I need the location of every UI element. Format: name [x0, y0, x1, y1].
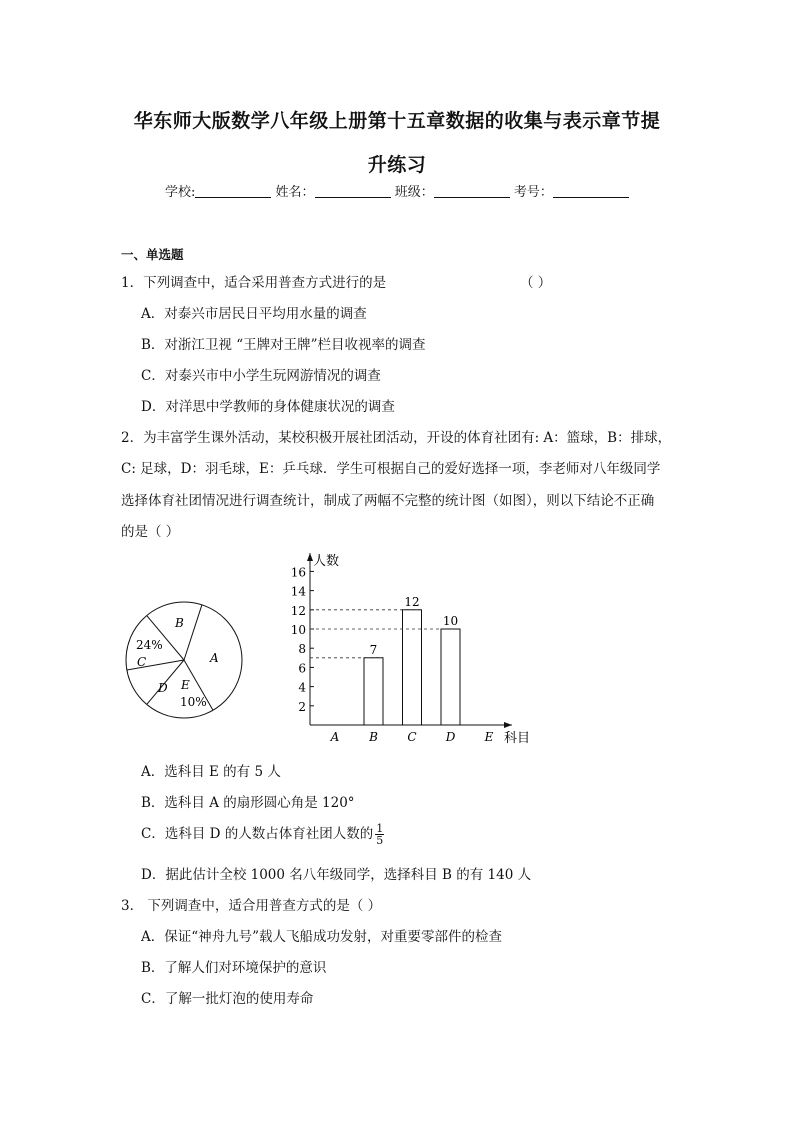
bar-c: [403, 610, 422, 725]
x-tick-label-e: E: [484, 730, 494, 744]
exam-number-field[interactable]: [553, 184, 629, 198]
page-title: 华东师大版数学八年级上册第十五章数据的收集与表示章节提: [133, 110, 661, 132]
question-2-option-b: B．选科目 A 的扇形圆心角是 120°: [141, 795, 355, 811]
pie-label-b: B: [175, 616, 184, 630]
class-label: 班级：: [394, 185, 434, 200]
divider-c-d: [127, 660, 184, 670]
question-2-stem-line-3: 选择体育社团情况进行调查统计，制成了两幅不完整的统计图（如图），则以下结论不正确: [121, 493, 655, 509]
class-field[interactable]: [434, 184, 510, 198]
question-3-option-c: C．了解一批灯泡的使用寿命: [141, 991, 314, 1007]
school-field[interactable]: [195, 184, 271, 198]
bar-value-label-b: 7: [369, 642, 378, 657]
question-1-option-b: B．对浙江卫视 “王牌对王牌”栏目收视率的调查: [141, 337, 426, 353]
question-1-answer-bracket: （ ）: [520, 275, 552, 291]
question-2-stem-line-1: 2．为丰富学生课外活动，某校积极开展社团活动，开设的体育社团有: A：篮球，B：排球，: [121, 430, 672, 446]
question-3-option-a: A．保证“神舟九号”载人飞船成功发射，对重要零部件的检查: [141, 929, 503, 945]
bar-chart: [280, 545, 540, 750]
bar-value-label-c: 12: [404, 594, 420, 609]
question-2-option-d: D．据此估计全校 1000 名八年级同学，选择科目 B 的有 140 人: [141, 867, 532, 883]
name-label: 姓名：: [275, 185, 315, 200]
divider-a-b: [184, 605, 202, 660]
question-1-option-c: C．对泰兴市中小学生玩网游情况的调查: [141, 368, 381, 384]
fraction-numerator: 1: [376, 822, 384, 835]
pie-label-e: E: [181, 678, 190, 692]
bar-d: [441, 629, 460, 725]
y-tick-label: 16: [290, 565, 306, 580]
question-1-option-a: A．对泰兴市居民日平均用水量的调查: [141, 306, 367, 322]
question-3-option-b: B．了解人们对环境保护的意识: [141, 960, 327, 976]
student-info-row: [165, 181, 629, 200]
page-title-continued: 升练习: [367, 154, 427, 176]
pie-percent-c: 24%: [136, 638, 163, 652]
bar-value-label-d: 10: [442, 614, 459, 628]
x-axis-arrow: [504, 722, 512, 728]
question-2-stem-line-4: 的是（ ）: [121, 524, 180, 540]
y-axis-label: 人数: [313, 554, 340, 569]
question-1-stem: 1．下列调查中，适合采用普查方式进行的是: [121, 275, 387, 291]
y-tick-label: 6: [298, 661, 306, 676]
pie-label-c: C: [137, 655, 147, 669]
x-tick-label-d: D: [445, 730, 456, 744]
school-label: 学校:: [165, 185, 196, 200]
x-tick-label-b: B: [369, 730, 378, 744]
name-field[interactable]: [315, 184, 391, 198]
pie-label-a: A: [210, 651, 219, 665]
pie-chart: [118, 600, 248, 725]
y-tick-label: 2: [298, 699, 306, 714]
fraction-one-fifth: [375, 823, 384, 846]
y-tick-label: 4: [298, 680, 306, 695]
x-tick-label-c: C: [407, 730, 417, 744]
pie-percent-e: 10%: [180, 695, 207, 709]
question-2-option-c: [141, 822, 384, 846]
fraction-denominator: 5: [376, 834, 384, 847]
question-2-option-c-text: C．选科目 D 的人数占体育社团人数的: [141, 826, 374, 842]
y-tick-label: 12: [290, 603, 306, 618]
x-tick-label-a: A: [330, 730, 340, 744]
section-heading: 一、单选题: [121, 247, 184, 262]
y-tick-label: 14: [290, 584, 306, 599]
y-tick-label: 10: [290, 623, 306, 637]
x-axis-label: 科目: [504, 731, 531, 746]
question-3-stem: 3． 下列调查中，适合用普查方式的是（ ）: [121, 898, 382, 914]
exam-number-label: 考号：: [513, 185, 553, 200]
question-2-option-a: A．选科目 E 的有 5 人: [141, 764, 281, 780]
question-2-stem-line-2: C: 足球，D：羽毛球，E：乒乓球．学生可根据自己的爱好选择一项，李老师对八年级同学: [121, 461, 661, 477]
y-tick-label: 8: [298, 642, 306, 657]
question-1-option-d: D．对洋思中学教师的身体健康状况的调查: [141, 399, 395, 415]
bar-b: [364, 658, 383, 725]
pie-label-d: D: [158, 681, 168, 695]
